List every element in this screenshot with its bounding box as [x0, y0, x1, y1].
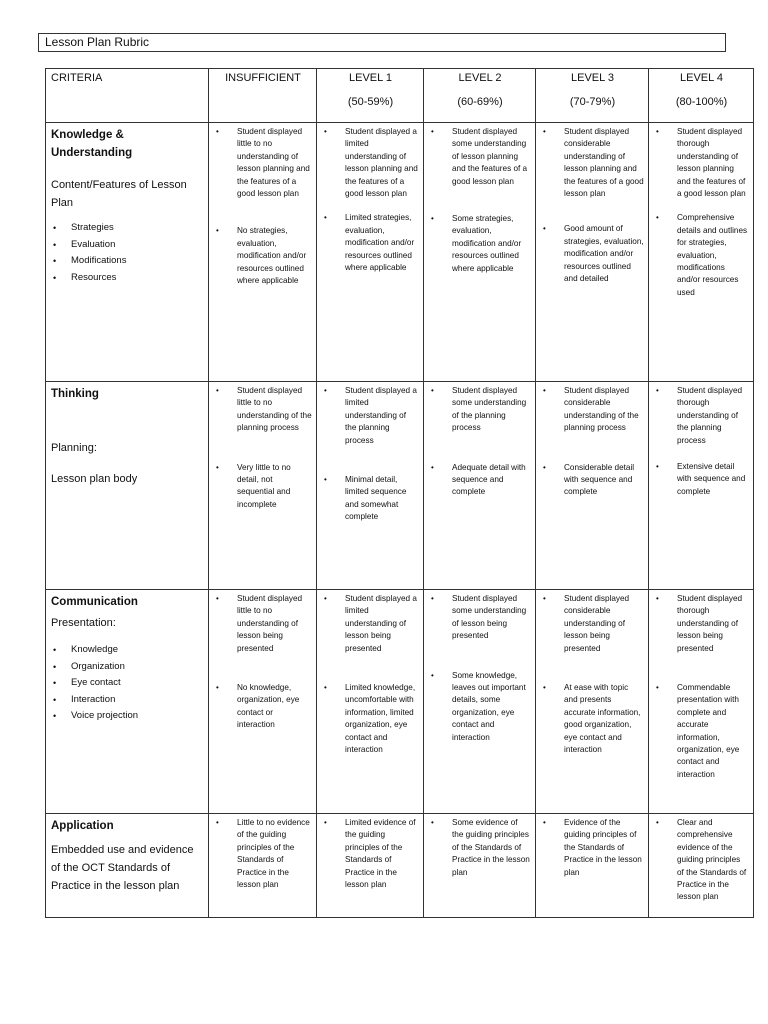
header-level-1	[317, 69, 424, 123]
descriptor: • No knowledge, organization, eye contact or interaction	[214, 682, 312, 732]
criteria-name: Application	[51, 820, 114, 832]
criteria-description: Lesson plan body	[51, 473, 138, 485]
list-item: • Strategies	[51, 220, 204, 237]
cell-level-4	[649, 382, 754, 590]
cell-level-4	[649, 590, 754, 814]
descriptor: • Limited knowledge, uncomfortable with information, limited organization, eye contact and interaction	[322, 682, 419, 756]
list-item: • Evaluation	[51, 237, 204, 254]
criteria-list	[51, 220, 204, 286]
descriptor: • Little to no evidence of the guiding principles of the Standards of Practice in the lesson plan	[214, 817, 312, 891]
cell-level-2	[424, 382, 536, 590]
descriptor: • Limited evidence of the guiding principles of the Standards of Practice in the lesson plan	[322, 817, 419, 891]
descriptor: • Some knowledge, leaves out important details, some organization, eye contact and interaction	[429, 670, 531, 744]
descriptor: • Comprehensive details and outlines for strategies, evaluation, modifications and/or resources used	[654, 212, 749, 299]
cell-level-3	[536, 382, 649, 590]
header-level-3	[536, 69, 649, 123]
level-label: LEVEL 4	[679, 72, 723, 84]
cell-level-2	[424, 814, 536, 918]
descriptor: • Clear and comprehensive evidence of the guiding principles of the Standards of Practice in the lesson plan	[654, 817, 749, 904]
cell-level-4	[649, 123, 754, 382]
descriptor: • Student displayed some understanding of the planning process	[429, 385, 531, 435]
descriptor: • Student displayed little to no understanding of lesson being presented	[214, 593, 312, 655]
cell-insufficient	[209, 123, 317, 382]
descriptor: • Commendable presentation with complete and accurate information, organization, eye contact and interaction	[654, 682, 749, 781]
descriptor: • Extensive detail with sequence and complete	[654, 461, 749, 498]
cell-insufficient	[209, 590, 317, 814]
criteria-description: Embedded use and evidence of the OCT Standards of Practice in the lesson plan	[51, 844, 194, 892]
level-range: (50-59%)	[347, 96, 394, 108]
cell-insufficient	[209, 814, 317, 918]
level-label: LEVEL 1	[348, 72, 392, 84]
descriptor: • Limited strategies, evaluation, modification and/or resources outlined where applicable	[322, 212, 419, 274]
list-item: • Voice projection	[51, 708, 204, 725]
header-level-4	[649, 69, 754, 123]
criteria-cell	[46, 382, 209, 590]
descriptor: • Minimal detail, limited sequence and somewhat complete	[322, 474, 419, 524]
descriptor: • Very little to no detail, not sequential and incomplete	[214, 462, 312, 512]
level-range: (80-100%)	[675, 96, 728, 108]
list-item: • Organization	[51, 659, 204, 676]
row-thinking	[46, 382, 754, 590]
rubric-table	[45, 68, 754, 918]
descriptor: • Some evidence of the guiding principles of the Standards of Practice in the lesson plan	[429, 817, 531, 879]
descriptor: • Student displayed considerable understanding of the planning process	[541, 385, 644, 435]
level-label: LEVEL 3	[570, 72, 614, 84]
descriptor: • At ease with topic and presents accurate information, good organization, eye contact and interaction	[541, 682, 644, 756]
descriptor: • Student displayed thorough understanding of the planning process	[654, 385, 749, 447]
descriptor: • Adequate detail with sequence and complete	[429, 462, 531, 499]
descriptor: • No strategies, evaluation, modification and/or resources outlined where applicable	[214, 225, 312, 287]
criteria-cell	[46, 590, 209, 814]
cell-insufficient	[209, 382, 317, 590]
cell-level-1	[317, 814, 424, 918]
cell-level-3	[536, 814, 649, 918]
descriptor: • Student displayed considerable understanding of lesson being presented	[541, 593, 644, 655]
level-range: (70-79%)	[569, 96, 616, 108]
header-row	[46, 69, 754, 123]
cell-level-2	[424, 590, 536, 814]
list-item: • Knowledge	[51, 642, 204, 659]
descriptor: • Student displayed thorough understanding of lesson planning and the features of a good lesson plan	[654, 126, 749, 200]
descriptor: • Student displayed thorough understanding of lesson being presented	[654, 593, 749, 655]
level-label: LEVEL 2	[458, 72, 502, 84]
descriptor: • Good amount of strategies, evaluation, modification and/or resources outlined and detailed	[541, 223, 644, 285]
descriptor: • Student displayed a limited understanding of the planning process	[322, 385, 419, 447]
list-item: • Resources	[51, 270, 204, 287]
descriptor: • Student displayed considerable understanding of lesson planning and the features of a good lesson plan	[541, 126, 644, 200]
criteria-description: Planning:	[51, 442, 97, 454]
descriptor: • Student displayed a limited understanding of lesson planning and the features of a good lesson plan	[322, 126, 419, 200]
descriptor: • Student displayed a limited understanding of lesson being presented	[322, 593, 419, 655]
criteria-list	[51, 642, 204, 725]
header-level-2	[424, 69, 536, 123]
criteria-cell	[46, 814, 209, 918]
cell-level-2	[424, 123, 536, 382]
cell-level-1	[317, 123, 424, 382]
descriptor: • Some strategies, evaluation, modification and/or resources outlined where applicable	[429, 213, 531, 275]
criteria-cell	[46, 123, 209, 382]
descriptor: • Student displayed some understanding of lesson being presented	[429, 593, 531, 643]
cell-level-4	[649, 814, 754, 918]
descriptor: • Student displayed little to no understanding of lesson planning and the features of a good lesson plan	[214, 126, 312, 200]
criteria-description: Presentation:	[51, 617, 116, 629]
row-application	[46, 814, 754, 918]
descriptor: • Student displayed some understanding of lesson planning and the features of a good lesson plan	[429, 126, 531, 188]
document-title: Lesson Plan Rubric	[38, 33, 726, 52]
header-insufficient: INSUFFICIENT	[209, 69, 317, 123]
list-item: • Eye contact	[51, 675, 204, 692]
level-range: (60-69%)	[457, 96, 503, 108]
list-item: • Interaction	[51, 692, 204, 709]
descriptor: • Considerable detail with sequence and complete	[541, 462, 644, 499]
cell-level-3	[536, 590, 649, 814]
descriptor: • Student displayed little to no understanding of the planning process	[214, 385, 312, 435]
row-knowledge	[46, 123, 754, 382]
criteria-name: Knowledge & Understanding	[51, 129, 133, 159]
cell-level-1	[317, 382, 424, 590]
criteria-name: Thinking	[51, 388, 99, 400]
criteria-name: Communication	[51, 596, 138, 608]
header-criteria: CRITERIA	[46, 69, 209, 123]
cell-level-1	[317, 590, 424, 814]
cell-level-3	[536, 123, 649, 382]
criteria-description: Content/Features of Lesson Plan	[51, 179, 187, 209]
list-item: • Modifications	[51, 253, 204, 270]
descriptor: • Evidence of the guiding principles of the Standards of Practice in the lesson plan	[541, 817, 644, 879]
row-communication	[46, 590, 754, 814]
